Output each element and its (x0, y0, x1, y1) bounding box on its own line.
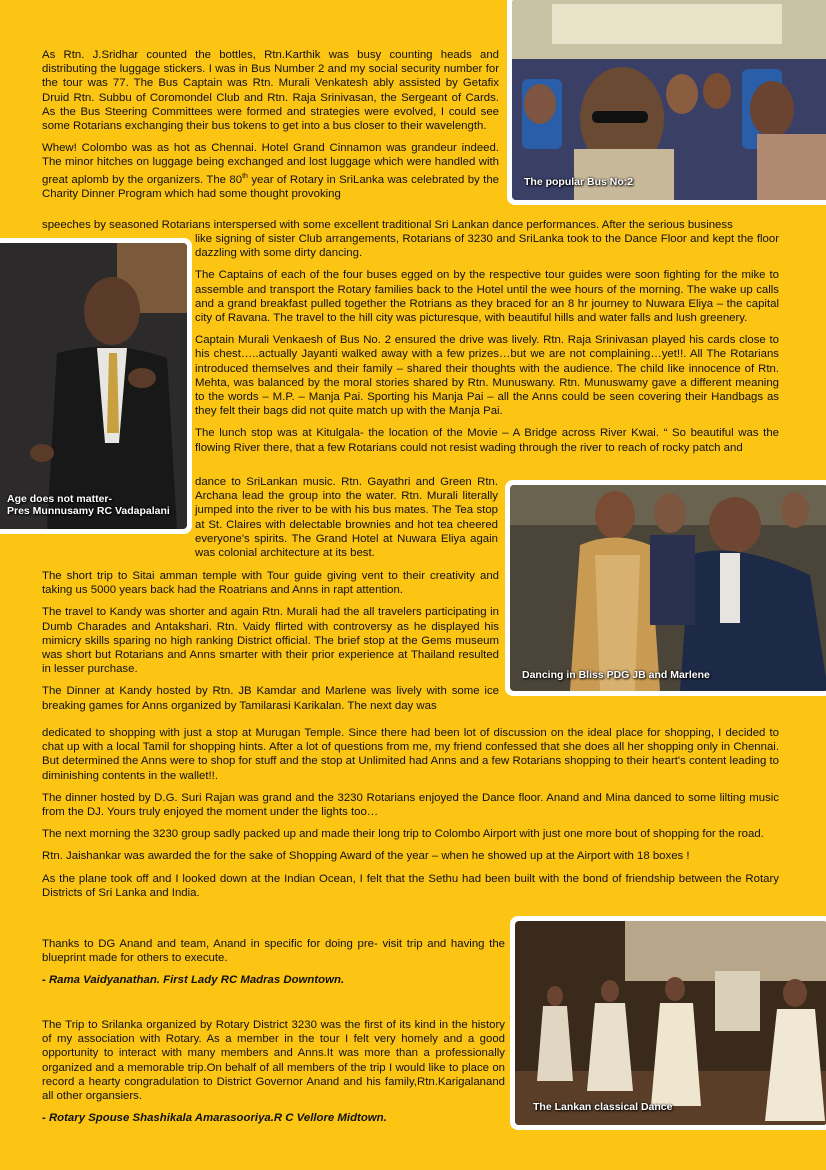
president-caption-line2: Pres Munnusamy RC Vadapalani (7, 505, 170, 517)
paragraph-colombo-airport: The next morning the 3230 group sadly packed up and made their long trip to Colombo Airport with just one more bout of shopping for the road. (42, 828, 764, 841)
article-block-1 (42, 48, 499, 201)
signature-rama: - Rama Vaidyanathan. First Lady RC Madras Downtown. (42, 974, 345, 987)
paragraph-bus-stickers: As Rtn. J.Sridhar counted the bottles, Rtn.Karthik was busy counting heads and distributing the luggage stickers. I was in Bus Number 2 and my social security number for the tour was 77. The Bus Captain was Rtn. Murali Venkatesh ably assisted by Getafix Druid Rtn. Subbu of Coromondel Club and Rtn. Raja Srinivasan, the Sergeant of Cards. As the Bus Steering Committees were formed and strategies were evolved, I could see some Rotarians exchanging their bus tokens to get into a bus closer to their wavelength. (42, 49, 499, 133)
article-line-speeches: speeches by seasoned Rotarians interspersed with some excellent traditional Sri Lankan dance performances. After the serious business (42, 219, 733, 231)
paragraph-shopping-award: Rtn. Jaishankar was awarded the for the sake of Shopping Award of the year – when he showed up at the Airport with 18 boxes ! (42, 850, 690, 863)
article-block-3 (195, 475, 498, 568)
paragraph-shopping: dedicated to shopping with just a stop at Murugan Temple. Since there had been lot of discussion on the ideal place for shopping, I decided to chat up with a local Tamil for shopping hints. After a lot of questions from me, my friend confessed that she does all her shopping only in Chennai. But determined the Anns were to shop for stuff and the stop at Unlimited had Anns and a few Rotarians shopping to their heart's content leading to diminishing contents in the wallet!!. (42, 727, 779, 782)
paragraph-kandy: The travel to Kandy was shorter and again Rtn. Murali had the all travelers participating in Dumb Charades and Antakshari. Rtn. Vaidy flirted with controversy as he displayed his mimicry skills sparing no high ranking District official. The brief stop at the Gems museum was short but Rotarians and Anns smarter with their prior experience at Thailand resulted in lesser purchase. (42, 606, 499, 676)
president-caption (7, 493, 170, 517)
article-block-6 (42, 937, 505, 996)
dance-image (510, 485, 826, 691)
paragraph-dance-floor: like signing of sister Club arrangements, Rotarians of 3230 and SriLanka took to the Dance Floor and kept the floor dazzling with some dirty dancing. (195, 233, 779, 260)
paragraph-kitulgala: The lunch stop was at Kitulgala- the location of the Movie – A Bridge across River Kwai. “ So beautiful was the flowing River there, that a few Rotarians could not resist wading through the river to reach of rocky patch and (195, 427, 779, 454)
paragraph-dg-dinner: The dinner hosted by D.G. Suri Rajan was grand and the 3230 Rotarians enjoyed the Dance floor. Anand and Mina danced to some lilting music from the DJ. Yours truly enjoyed the moment under the lights too… (42, 791, 779, 819)
bus-caption: The popular Bus No:2 (524, 176, 634, 188)
lankan-caption: The Lankan classical Dance (533, 1101, 673, 1113)
paragraph-water: dance to SriLankan music. Rtn. Gayathri and Green Rtn. Archana lead the group into the water. Rtn. Murali literally jumped into the river to be with his bus mates. The Tea stop at St. Claires with delectable brownies and hot tea cheered everyone's spirits. The Grand Hotel at Nuwara Eliya again was colonial architecture at its best. (195, 476, 498, 560)
paragraph-captain-murali: Captain Murali Venkaesh of Bus No. 2 ensured the drive was lively. Rtn. Raja Srinivasan played his cards close to his chest…..actually Jayanti walked away with a few prizes…but we are not complaining…yet!!. All The Rotarians introduced themselves and their family – shared their thoughts with the audience. The child like innocence of Rtn. Mehta, was balanced by the moral stories shared by Rtn. Munuswany. Rtn. Munuswamy gave a different meaning to the words – M.P. – Manja Pai. Sporting his Manja Pai – all the Anns could be seen covering their Handbags as they felt their bags did not quite match up with the Manja Pai. (195, 334, 779, 418)
dance-scene (510, 485, 826, 691)
photo-dance (505, 480, 826, 696)
article-block-5 (42, 726, 779, 908)
ordinal-suffix: th (242, 172, 248, 180)
president-caption-line1: Age does not matter- (7, 493, 113, 505)
paragraph-sethu: As the plane took off and I looked down at the Indian Ocean, I felt that the Sethu had been built with the bond of friendship between the Rotary Districts of Sri Lanka and India. (42, 872, 779, 899)
bus-image (512, 0, 826, 200)
photo-lankan-dance (510, 916, 826, 1130)
photo-president (0, 238, 192, 534)
signature-shashikala: - Rotary Spouse Shashikala Amarasooriya.R C Vellore Midtown. (42, 1112, 387, 1125)
paragraph-kandy-dinner: The Dinner at Kandy hosted by Rtn. JB Kamdar and Marlene was lively with some ice breaking games for Anns organized by Tamilarasi Karikalan. The next day was (42, 685, 499, 712)
paragraph-sitai-temple: The short trip to Sitai amman temple with Tour guide giving vent to their creativity and taking us 5000 years back had the Roatrians and Anns in rapt attention. (42, 570, 499, 597)
article-block-7 (42, 1018, 505, 1133)
president-scene (0, 243, 187, 529)
paragraph-colombo-part2: year of Rotary in SriLanka was celebrated by the Charity Dinner Program which had some thought provoking (42, 173, 500, 200)
bus-scene (512, 0, 826, 200)
article-block-4 (42, 569, 499, 713)
dance-caption: Dancing in Bliss PDG JB and Marlene (522, 669, 710, 681)
paragraph-vellore: The Trip to Srilanka organized by Rotary District 3230 was the first of its kind in the history of my association with Rotary. As a member in the tour I felt very homely and a good opportunity to interact with many members and Anns.It was more than a professionally organized and a memorable trip.On behalf of all members of the trip I would like to place on record a hearty congradulation to District Governor Anand and his family,Rtn.Karigalanand all other organsiers. (42, 1019, 505, 1103)
paragraph-colombo (42, 141, 499, 201)
paragraph-thanks: Thanks to DG Anand and team, Anand in specific for doing pre- visit trip and having the blueprint made for others to execute. (42, 938, 505, 965)
lankan-image (515, 921, 826, 1125)
paragraph-colombo-part1: Whew! Colombo was as hot as Chennai. Hotel Grand Cinnamon was grandeur indeed. The minor hitches on luggage being exchanged and lost luggage which were handled with great aplomb by the organizers. The 80 (42, 142, 499, 186)
article-block-2 (195, 232, 779, 455)
president-image (0, 243, 187, 529)
lankan-scene (515, 921, 826, 1125)
paragraph-captains: The Captains of each of the four buses egged on by the respective tour guides were soon fighting for the mike to assemble and transport the Rotary families back to the Hotel until the wee hours of the morning. The wake up calls and a grand breakfast pulled together the Rotrians as they braced for an 8 hr journey to Nuwara Eliya – the capital city of Ravana. The travel to the hill city was picturesque, with beautiful hills and water falls and lush greenery. (195, 269, 779, 325)
photo-bus (507, 0, 826, 205)
